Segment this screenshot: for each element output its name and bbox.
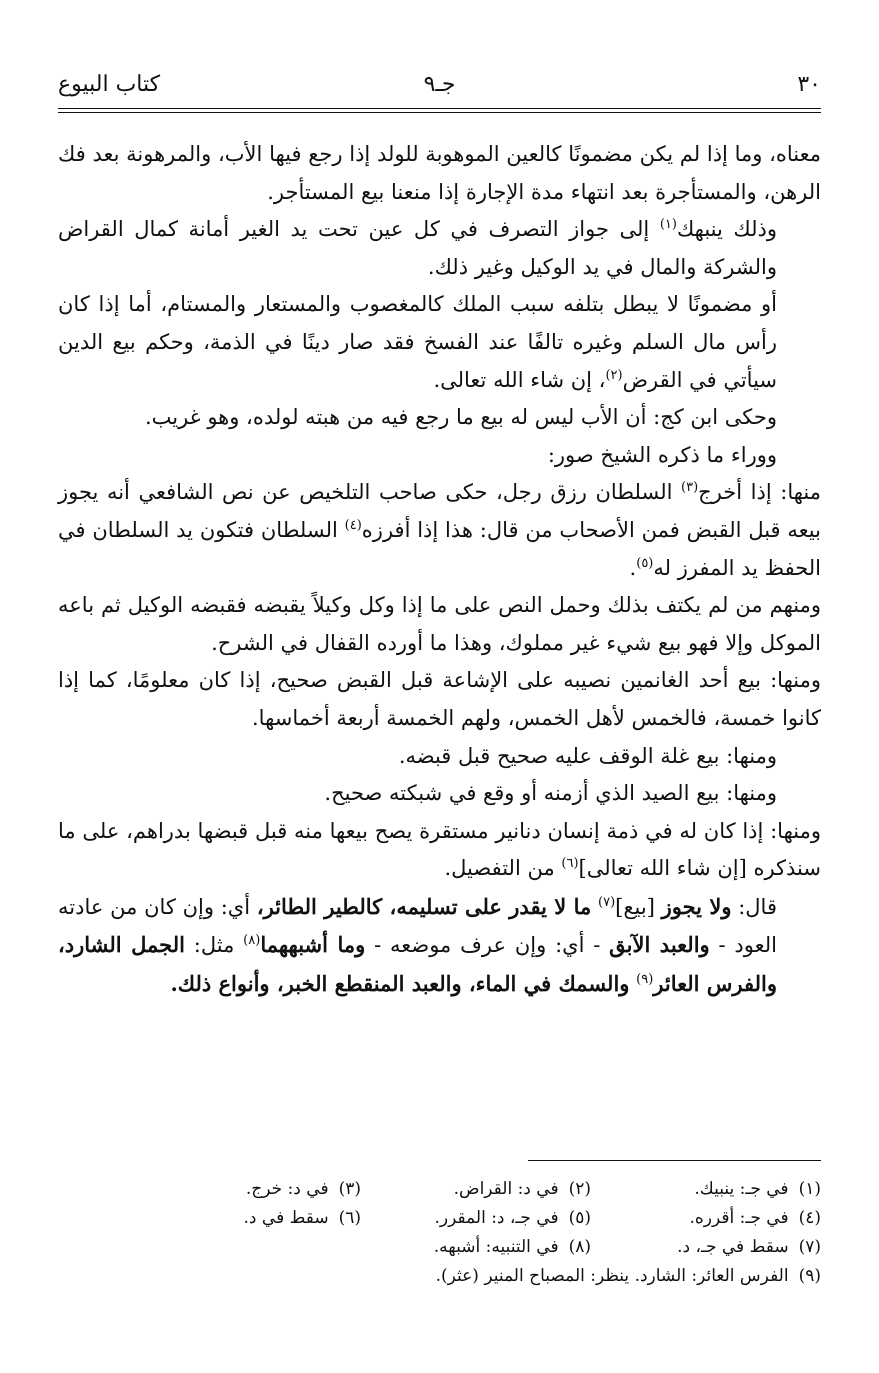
footnote-number: (١) <box>798 1178 821 1199</box>
footnote-text: في د: القراض. <box>453 1178 559 1199</box>
text-fragment: السلطان فتكون يد السلطان في الحفظ يد المفرز له <box>58 517 821 580</box>
page-number: ٣٠ <box>797 72 821 97</box>
footnote-text: في جـ: ينبيك. <box>694 1178 789 1199</box>
paragraph: وحكى ابن كج: أن الأب ليس له بيع ما رجع فيه من هبته لولده، وهو غريب. <box>144 405 777 430</box>
paragraph <box>58 888 821 1004</box>
footnote-text: سقط في د. <box>243 1207 329 1228</box>
page-header <box>58 72 821 104</box>
footnote-row <box>58 1261 821 1290</box>
footnote <box>436 1266 821 1286</box>
bold-fragment: ما لا يقدر على تسليمه، كالطير الطائر، <box>256 893 592 919</box>
text-fragment: [بيع] <box>615 894 662 919</box>
footnote-marker: (٦) <box>561 856 579 872</box>
text-fragment: - أي: وإن عرف موضعه - <box>365 933 610 958</box>
footnote-number: (٣) <box>338 1178 361 1199</box>
footnote-marker: (٢) <box>605 367 623 383</box>
paragraph: ووراء ما ذكره الشيخ صور: <box>547 442 777 467</box>
paragraph: ومنها: بيع الصيد الذي أزمنه أو وقع في شبكته صحيح. <box>324 781 777 806</box>
main-text <box>58 136 821 1004</box>
footnote <box>591 1237 821 1257</box>
footnote <box>361 1237 591 1257</box>
footnote-number: (٥) <box>568 1207 591 1228</box>
book-title: كتاب البيوع <box>58 72 161 97</box>
text-fragment: منها: إذا أخرج <box>698 480 821 505</box>
footnote <box>131 1179 361 1199</box>
footnote-marker: (٧) <box>598 894 616 910</box>
footnote-marker: (١) <box>659 217 677 233</box>
footnote <box>361 1179 591 1199</box>
footnote-text: في جـ: أقرره. <box>689 1207 789 1228</box>
bold-fragment: وما أشبههما <box>260 932 366 958</box>
footnote <box>361 1208 591 1228</box>
footnote <box>131 1208 361 1228</box>
text-fragment: مثل: <box>184 933 244 958</box>
footnote-marker: (٩) <box>636 972 654 988</box>
text-fragment: إلى جواز التصرف في كل عين تحت يد الغير أمانة كمال القراض والشركة والمال في يد الوكيل وغير ذلك. <box>58 217 777 279</box>
footnote-number: (٨) <box>568 1236 591 1257</box>
paragraph <box>58 211 821 286</box>
footnote-number: (٢) <box>568 1178 591 1199</box>
bold-fragment: ولا يجوز <box>661 893 732 919</box>
text-fragment: أو مضمونًا لا يبطل بتلفه سبب الملك كالمغصوب والمستعار والمستام، أما إذا كان رأس مال السلم وغيره تالفًا عند الفسخ فقد صار دينًا في الذمة، وحكم بيع الدين سيأتي في القرض <box>58 292 777 392</box>
bold-fragment: والعبد الآبق <box>609 932 710 958</box>
paragraph <box>58 286 821 399</box>
text-fragment: من التفصيل. <box>444 856 562 881</box>
text-fragment: السلطان رزق رجل، حكى صاحب التلخيص عن نص الشافعي أنه يجوز بيعه قبل القبض فمن الأصحاب من قال: هذا إذا أفرزه <box>58 480 821 542</box>
volume-label: جـ٩ <box>423 72 456 97</box>
footnote-marker: (٤) <box>344 517 362 533</box>
header-rule-bottom <box>58 112 821 113</box>
footnotes <box>58 1174 821 1290</box>
footnote-text: الفرس العائر: الشارد. ينظر: المصباح المنير (عثر). <box>435 1265 789 1286</box>
text-fragment: وذلك ينبهك <box>676 217 777 242</box>
bold-fragment: والسمك في الماء، والعبد المنقطع الخبر، وأنواع ذلك. <box>170 971 630 997</box>
text-fragment: ومنها: إذا كان له في ذمة إنسان دنانير مستقرة يصح بيعها منه قبل قبضها بدراهم، على ما سنذكره [إن شاء الله تعالى] <box>58 818 821 881</box>
footnote-row <box>58 1203 821 1232</box>
footnote-text: سقط في جـ، د. <box>677 1236 789 1257</box>
text-fragment: ، إن شاء الله تعالى. <box>433 367 606 392</box>
footnote <box>591 1208 821 1228</box>
footnote-number: (٦) <box>338 1207 361 1228</box>
footnote-marker: (٨) <box>243 933 261 949</box>
footnote-number: (٩) <box>798 1265 821 1286</box>
paragraph: ومنهم من لم يكتف بذلك وحمل النص على ما إذا وكل وكيلاً يقبضه فقبضه الوكيل ثم باعه الموكل وإلا فهو بيع شيء غير مملوك، وهذا ما أورده القفال في الشرح. <box>58 593 821 655</box>
paragraph: معناه، وما إذا لم يكن مضمونًا كالعين الموهوبة للولد إذا رجع فيها الأب، والمرهونة بعد فك الرهن، والمستأجرة بعد انتهاء مدة الإجارة إذا منعنا بيع المستأجر. <box>58 142 821 204</box>
header-rule-top <box>58 108 821 109</box>
paragraph <box>58 474 821 587</box>
footnote-number: (٤) <box>798 1207 821 1228</box>
footnote-marker: (٥) <box>636 555 654 571</box>
footnote-text: في د: خرج. <box>245 1178 329 1199</box>
footnote-number: (٧) <box>798 1236 821 1257</box>
footnote-text: في التنبيه: أشبهه. <box>433 1236 559 1257</box>
paragraph: ومنها: بيع غلة الوقف عليه صحيح قبل قبضه. <box>398 743 777 768</box>
footnote-text: في جـ، د: المقرر. <box>434 1207 559 1228</box>
footnote <box>591 1179 821 1199</box>
paragraph <box>58 813 821 888</box>
footnote-separator <box>528 1160 821 1161</box>
footnote-marker: (٣) <box>681 480 699 496</box>
text-fragment: قال: <box>731 894 777 919</box>
footnote-row <box>58 1232 821 1261</box>
text-fragment: أي: وإن كان من عادته العود - <box>58 894 777 958</box>
text-fragment: . <box>629 555 637 580</box>
bold-fragment: الجمل الشارد، والفرس العائر <box>58 932 777 997</box>
paragraph: ومنها: بيع أحد الغانمين نصيبه على الإشاعة قبل القبض صحيح، إذا كان معلومًا، كما إذا كانوا خمسة، فالخمس لأهل الخمس، ولهم الخمسة أربعة أخماسها. <box>58 668 821 730</box>
footnote-row <box>58 1174 821 1203</box>
